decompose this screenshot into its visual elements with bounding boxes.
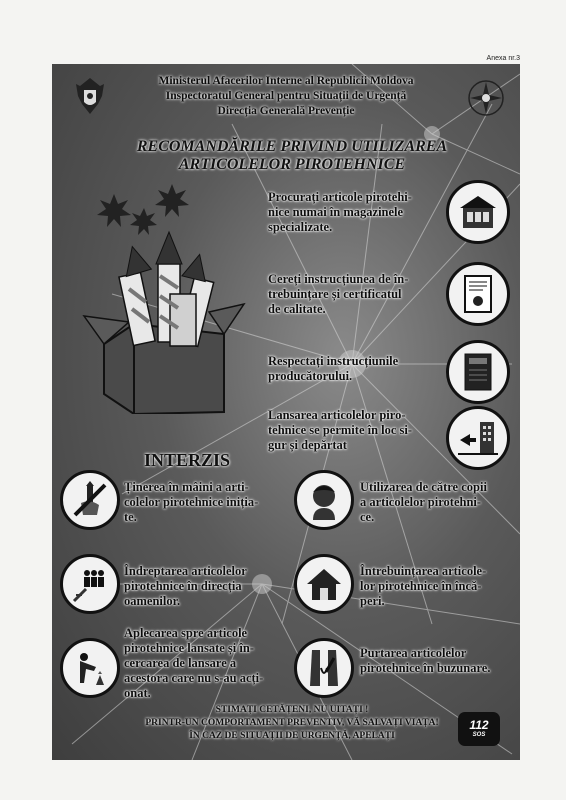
- emergency-service-emblem-icon: [466, 76, 506, 118]
- emergency-number-badge: [458, 712, 500, 746]
- proh-5-line-5: onat.: [124, 686, 151, 700]
- annex-label: Anexa nr.3: [486, 55, 520, 62]
- footer-line1: STIMAȚI CETĂȚENI, NU UITAȚI !: [215, 705, 369, 715]
- rec-1-line-2: nice numai în magazinele: [268, 205, 404, 219]
- proh-1-line-3: te.: [124, 510, 137, 524]
- rec-2-line-3: de calitate.: [268, 302, 326, 316]
- proh-6-line-2: pirotehnice în buzunare.: [360, 661, 491, 675]
- title-line2: ARTICOLELOR PIROTEHNICE: [178, 156, 406, 173]
- recommendation-shop: [268, 190, 412, 235]
- header-directorate: Direcția Generală Prevenție: [217, 105, 355, 117]
- pocket-icon: [294, 638, 354, 698]
- proh-5-line-3: cercarea de lansare a: [124, 656, 237, 670]
- poster: [52, 64, 520, 760]
- header-ministry: Ministerul Afacerilor Interne al Republicii Moldova: [158, 75, 414, 87]
- rec-4-line-1: Lansarea articolelor piro-: [268, 408, 406, 422]
- fireworks-box-illustration: [74, 184, 254, 414]
- proh-1-line-2: colelor pirotehnice iniția-: [124, 495, 259, 509]
- rec-2-line-1: Cereți instrucțiunea de în-: [268, 272, 409, 286]
- rec-1-line-3: specializate.: [268, 220, 333, 234]
- proh-2-line-2: a articolelor pirotehni-: [360, 495, 482, 509]
- recommendation-instructions: [268, 354, 398, 384]
- aiming-at-people-icon: [60, 554, 120, 614]
- prohibition-leaning-over: [124, 626, 263, 701]
- proh-2-line-1: Utilizarea de către copii: [360, 480, 487, 494]
- hand-holding-firework-icon: [60, 470, 120, 530]
- footer-message: [132, 704, 452, 743]
- rec-4-line-2: tehnice se permite în loc si-: [268, 423, 413, 437]
- leaning-over-firework-icon: [60, 638, 120, 698]
- prohibition-in-pockets: [360, 646, 490, 676]
- emergency-number: 112: [469, 718, 489, 732]
- proh-5-line-1: Aplecarea spre articole: [124, 626, 248, 640]
- instruction-booklet-icon: [446, 340, 510, 404]
- proh-6-line-1: Purtarea articolelor: [360, 646, 467, 660]
- emergency-sos-label: SOS: [472, 732, 486, 738]
- proh-3-line-1: Îndreptarea articolelor: [124, 564, 247, 578]
- recommendation-certificate: [268, 272, 408, 317]
- poster-title: [102, 138, 482, 174]
- proh-5-line-2: pirotehnice lansate și în-: [124, 641, 254, 655]
- prohibited-heading: INTERZIS: [144, 450, 231, 470]
- prohibition-indoor-use: [360, 564, 486, 609]
- proh-1-line-1: Ținerea în mâini a arti-: [124, 480, 249, 494]
- header-inspectorate: Inspectoratul General pentru Situații de Urgență: [165, 90, 407, 102]
- moldova-coat-of-arms-icon: [72, 74, 108, 118]
- proh-4-line-1: Întrebuințarea articole-: [360, 564, 487, 578]
- shop-icon: [446, 180, 510, 244]
- proh-4-line-3: peri.: [360, 594, 385, 608]
- prohibition-holding-in-hands: [124, 480, 258, 525]
- issuer-header: [112, 74, 460, 119]
- footer-line2: PRINTR-UN COMPORTAMENT PREVENTIV, VĂ SALVAȚI VIAȚA!: [145, 718, 439, 728]
- rec-3-line-1: Respectați instrucțiunile: [268, 354, 399, 368]
- prohibition-children-use: [360, 480, 487, 525]
- recommendation-safe-place: [268, 408, 412, 453]
- proh-4-line-2: lor pirotehnice în încă-: [360, 579, 482, 593]
- rec-2-line-2: trebuințare și certificatul: [268, 287, 402, 301]
- footer-line3: ÎN CAZ DE SITUAȚII DE URGENȚĂ, APELAȚI: [189, 731, 395, 741]
- certificate-icon: [446, 262, 510, 326]
- safe-distance-icon: [446, 406, 510, 470]
- proh-5-line-4: acestora care nu s-au acți-: [124, 671, 264, 685]
- proh-2-line-3: ce.: [360, 510, 375, 524]
- proh-3-line-3: oamenilor.: [124, 594, 181, 608]
- prohibition-aiming-at-people: [124, 564, 247, 609]
- proh-3-line-2: pirotehnice în direcția: [124, 579, 242, 593]
- title-line1: RECOMANDĂRILE PRIVIND UTILIZAREA: [136, 138, 448, 155]
- rec-4-line-3: gur și depărtat: [268, 438, 347, 452]
- rec-3-line-2: producătorului.: [268, 369, 353, 383]
- indoor-house-icon: [294, 554, 354, 614]
- rec-1-line-1: Procurați articole pirotehi-: [268, 190, 412, 204]
- child-icon: [294, 470, 354, 530]
